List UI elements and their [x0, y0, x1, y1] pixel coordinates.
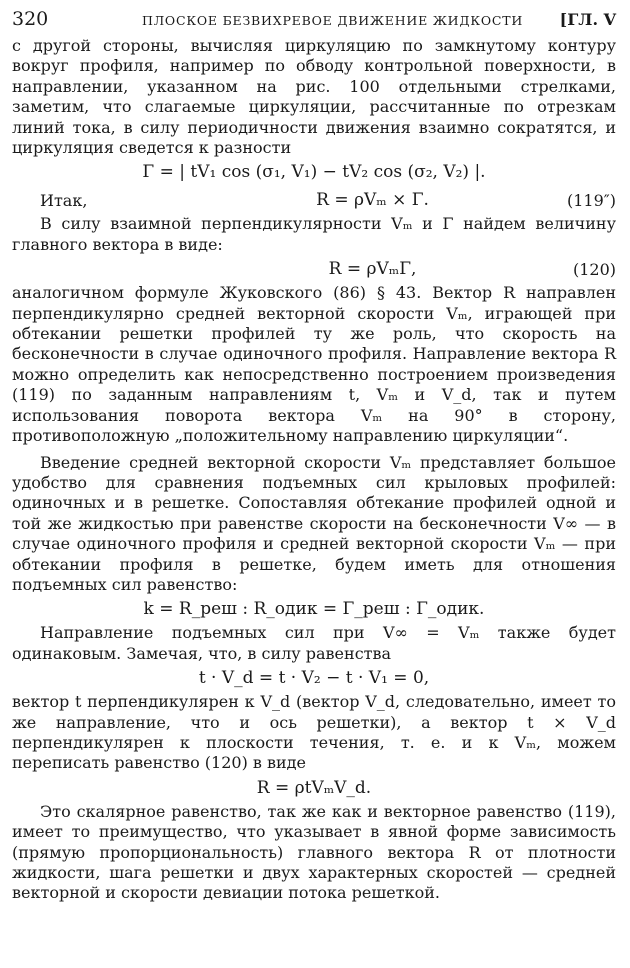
paragraph-mean-velocity: Введение средней векторной скорости Vₘ представляет большое удобство для сравнения подъемных сил крыловых профилей: одиночных и в решетке. Сопоставляя обтекание профилей одной и той же жидкостью при равенстве скорости на бесконечности V∞ — в случае одиночного профиля и средней векторной скорости Vₘ — при обтекании профиля в решетке, будем иметь для отношения подъемных сил равенство: [12, 452, 616, 594]
paragraph-circulation-intro: с другой стороны, вычисляя циркуляцию по замкнутому контуру вокруг профиля, например по обводу контрольной поверхности, в направлении, указанном на рис. 100 отдельными стрелками, заметим, что слагаемые циркуляции, рассчитанные по отрезкам линий тока, в силу периодичности движения взаимно сократятся, и циркуляция сведется к разности [12, 36, 616, 158]
formula-119: R = ρVₘ × Γ. [316, 190, 429, 211]
formula-scalar: R = ρtVₘV_d. [256, 777, 372, 798]
equation-119 [12, 186, 616, 214]
running-title: ПЛОСКОЕ БЕЗВИХРЕВОЕ ДВИЖЕНИЕ ЖИДКОСТИ [142, 13, 524, 28]
equation-number-120: (120) [572, 259, 616, 279]
formula-circulation: Γ = | tV₁ cos (σ₁, V₁) − tV₂ cos (σ₂, V₂) |. [142, 162, 486, 183]
formula-dot: t · V_d = t · V₂ − t · V₁ = 0, [198, 668, 430, 689]
itak-label: Итак, [40, 190, 88, 210]
paragraph-perpendicular: вектор t перпендикулярен к V_d (вектор V_d, следовательно, имеет то же направление, что и ось решетки), а вектор t × V_d перпендикулярен к плоскости течения, т. е. и к Vₘ, можем переписать равенство (120) в виде [12, 692, 616, 773]
formula-ratio: k = R_реш : R_одик = Γ_реш : Γ_одик. [143, 599, 485, 620]
equation-ratio [12, 595, 616, 623]
paragraph-zhukovsky: аналогичном формуле Жуковского (86) § 43. Вектор R направлен перпендикулярно средней векторной скорости Vₘ, играющей при обтекании решетки профилей ту же роль, что скорость на бесконечности в случае одиночного профиля. Направление вектора R можно определить как непосредственно построением произведения (119) по заданным направлениям t, Vₘ и V_d, так и путем использования поворота вектора Vₘ на 90° в сторону, противоположную „положительному направлению циркуляции“. [12, 283, 616, 446]
paragraph-conclusion: Это скалярное равенство, так же как и векторное равенство (119), имеет то преимущество, что указывает в явной форме зависимость (прямую пропорциональность) главного вектора R от плотности жидкости, шага решетки и двух характерных скоростей — средней векторной и скорости девиации потока решеткой. [12, 801, 616, 903]
paragraph-main-vector: В силу взаимной перпендикулярности Vₘ и Γ найдем величину главного вектора в виде: [12, 214, 616, 254]
equation-120 [12, 255, 616, 283]
page-header [12, 8, 616, 36]
paragraph-lift-direction: Направление подъемных сил при V∞ = Vₘ также будет одинаковым. Замечая, что, в силу равенства [12, 623, 616, 663]
equation-dot [12, 664, 616, 692]
formula-120: R = ρVₘΓ, [328, 259, 417, 280]
equation-circulation [12, 158, 616, 186]
page-number: 320 [12, 8, 49, 30]
equation-scalar [12, 774, 616, 802]
chapter-label: [ГЛ. V [559, 10, 616, 29]
equation-number-119: (119″) [567, 190, 616, 210]
